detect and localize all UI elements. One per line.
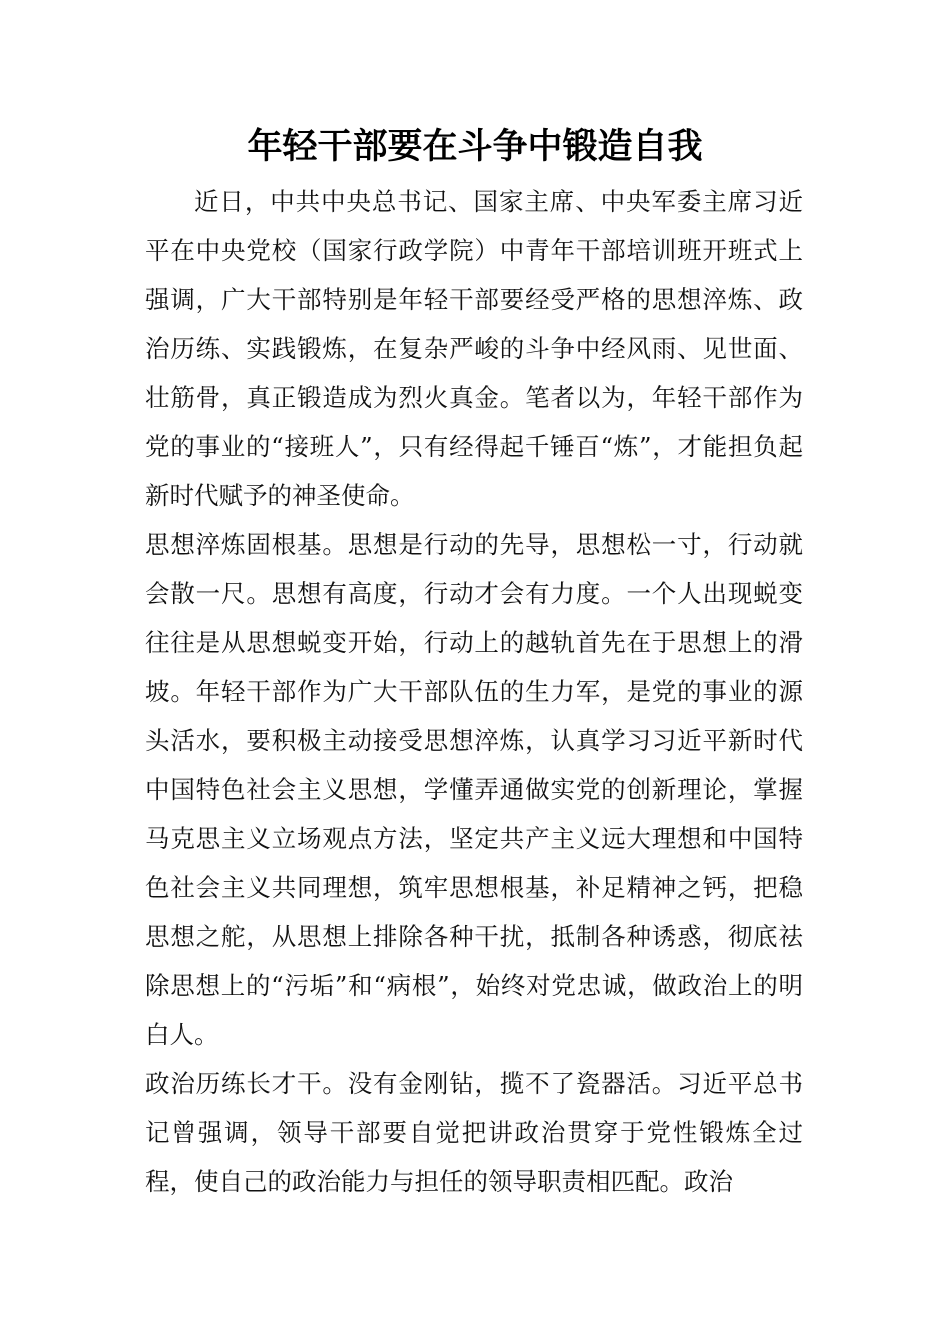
paragraph-ideological-tempering: 思想淬炼固根基。思想是行动的先导，思想松一寸，行动就会散一尺。思想有高度，行动才会有力度。一个人出现蜕变往往是从思想蜕变开始，行动上的越轨首先在于思想上的滑坡。年轻干部作为广大干部队伍的生力军，是党的事业的源头活水，要积极主动接受思想淬炼，认真学习习近平新时代中国特色社会主义思想，学懂弄通做实党的创新理论，掌握马克思主义立场观点方法，坚定共产主义远大理想和中国特色社会主义共同理想，筑牢思想根基，补足精神之钙，把稳思想之舵，从思想上排除各种干扰，抵制各种诱惑，彻底祛除思想上的“污垢”和“病根”，始终对党忠诚，做政治上的明白人。 — [145, 530, 803, 1049]
document-body — [145, 177, 803, 1206]
paragraph-intro: 近日，中共中央总书记、国家主席、中央军委主席习近平在中央党校（国家行政学院）中青年干部培训班开班式上强调，广大干部特别是年轻干部要经受严格的思想淬炼、政治历练、实践锻炼，在复杂严峻的斗争中经风雨、见世面、壮筋骨，真正锻造成为烈火真金。笔者以为，年轻干部作为党的事业的“接班人”，只有经得起千锤百“炼”，才能担负起新时代赋予的神圣使命。 — [145, 187, 803, 510]
paragraph-political-training: 政治历练长才干。没有金刚钻，揽不了瓷器活。习近平总书记曾强调，领导干部要自觉把讲政治贯穿于党性锻炼全过程，使自己的政治能力与担任的领导职责相匹配。政治 — [145, 1069, 803, 1196]
document-title: 年轻干部要在斗争中锻造自我 — [247, 126, 703, 167]
